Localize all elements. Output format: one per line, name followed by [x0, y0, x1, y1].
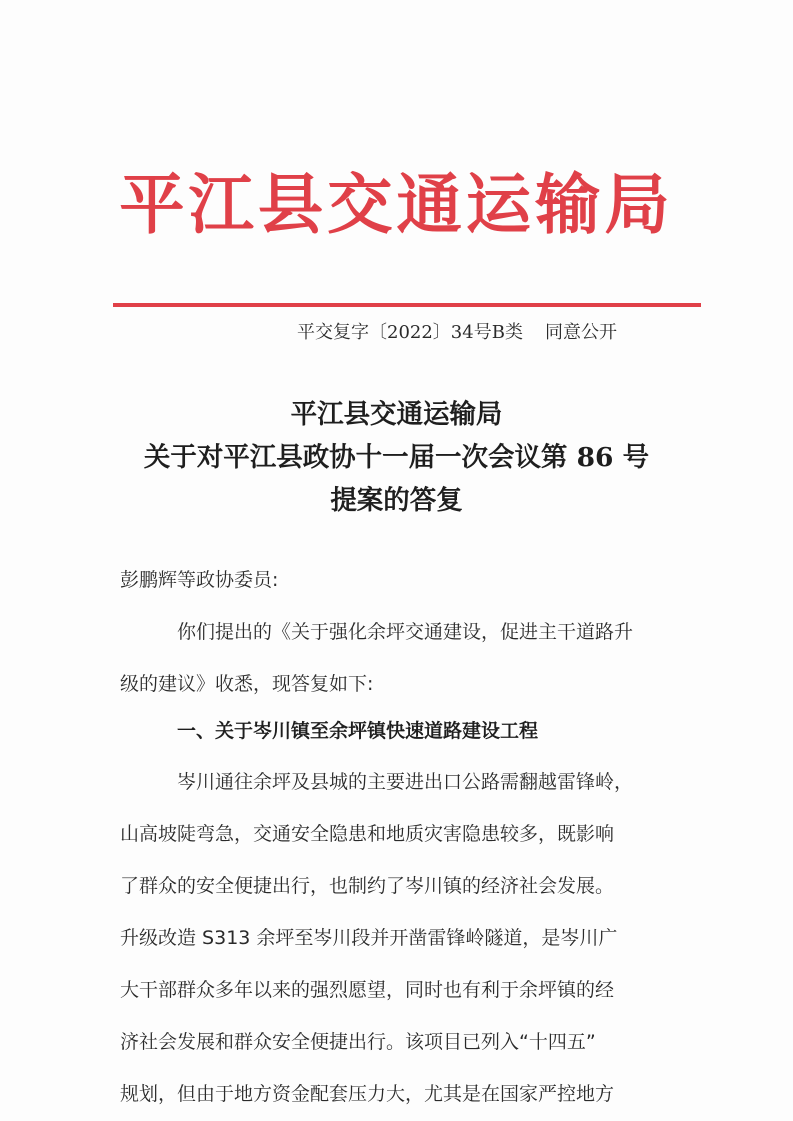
- document-number-line: [297, 318, 717, 348]
- document-reference: 平交复字〔2022〕34号B类: [297, 322, 523, 343]
- masthead-title: 平江县交通运输局: [119, 167, 674, 243]
- paragraph-line: 大干部群众多年以来的强烈愿望，同时也有利于余坪镇的经: [120, 979, 615, 1001]
- intro-line-2: 级的建议》收悉，现答复如下:: [120, 673, 374, 695]
- paragraph-line: 了群众的安全便捷出行，也制约了岑川镇的经济社会发展。: [120, 875, 615, 897]
- document-title: [60, 393, 733, 522]
- disclosure-status: 同意公开: [544, 322, 617, 343]
- section-heading-1: 一、关于岑川镇至余坪镇快速道路建设工程: [177, 720, 539, 742]
- paragraph-line: 济社会发展和群众安全便捷出行。该项目已列入“十四五”: [120, 1031, 596, 1053]
- title-line-2: 关于对平江县政协十一届一次会议第 86 号: [143, 442, 650, 473]
- intro-line-1: 你们提出的《关于强化余坪交通建设，促进主干道路升: [177, 621, 634, 643]
- paragraph-line: 规划，但由于地方资金配套压力大，尤其是在国家严控地方: [120, 1083, 615, 1105]
- title-line-3: 提案的答复: [330, 485, 463, 516]
- paragraph-line: 山高坡陡弯急，交通安全隐患和地质灾害隐患较多，既影响: [120, 823, 615, 845]
- salutation: 彭鹏辉等政协委员:: [120, 569, 279, 591]
- title-line-1: 平江县交通运输局: [290, 399, 503, 430]
- red-divider-line: [113, 303, 701, 307]
- paragraph-line: 升级改造 S313 余坪至岑川段并开凿雷锋岭隧道，是岑川广: [120, 927, 618, 949]
- paragraph-line: 岑川通往余坪及县城的主要进出口公路需翻越雷锋岭，: [177, 771, 634, 793]
